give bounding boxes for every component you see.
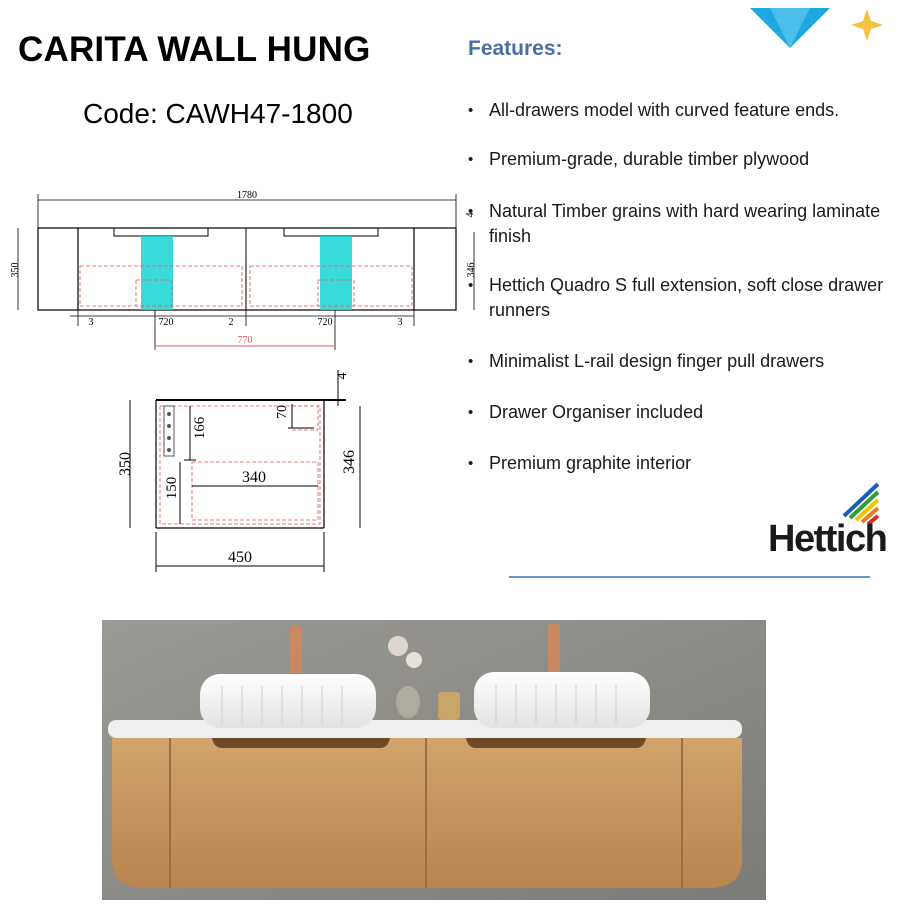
triangle-logo-icon bbox=[750, 6, 830, 50]
feature-item: • All-drawers model with curved feature ends. bbox=[468, 98, 888, 123]
side-dim-height-right: 346 bbox=[341, 450, 358, 474]
side-section-drawing bbox=[100, 366, 370, 576]
plumbing-right bbox=[320, 236, 352, 310]
feature-item: • Premium-grade, durable timber plywood bbox=[468, 147, 888, 172]
feature-item: • Premium graphite interior bbox=[468, 451, 888, 476]
side-dim-lower-drawer: 150 bbox=[164, 476, 180, 500]
divider bbox=[509, 576, 870, 578]
front-elevation-drawing bbox=[0, 180, 480, 352]
features-list bbox=[468, 98, 888, 476]
dim-bottom-4: 3 bbox=[397, 317, 403, 328]
dim-bottom-3: 720 bbox=[317, 317, 333, 328]
product-photo bbox=[102, 620, 766, 900]
feature-item: • Minimalist L-rail design finger pull drawers bbox=[468, 349, 888, 374]
dim-height-left: 350 bbox=[10, 262, 21, 278]
feature-item: • Drawer Organiser included bbox=[468, 400, 888, 425]
page-title: CARITA WALL HUNG bbox=[18, 30, 371, 69]
dim-center-spacing: 770 bbox=[237, 335, 253, 346]
side-dim-upper-drawer: 166 bbox=[192, 416, 208, 440]
dim-bottom-0: 3 bbox=[88, 317, 94, 328]
dim-bottom-1: 720 bbox=[158, 317, 174, 328]
dim-top-thickness: 4 bbox=[465, 212, 476, 218]
dim-overall-width: 1780 bbox=[237, 190, 257, 201]
dim-bottom-2: 2 bbox=[228, 317, 234, 328]
dim-height-right: 346 bbox=[466, 262, 477, 278]
side-dim-height-left: 350 bbox=[117, 452, 134, 476]
feature-item: • Hettich Quadro S full extension, soft close drawer runners bbox=[468, 273, 888, 323]
plumbing-left bbox=[141, 236, 173, 310]
hettich-brand-name: Hettich bbox=[768, 518, 887, 560]
side-dim-top: 4 bbox=[335, 372, 350, 380]
side-dim-lip: 70 bbox=[275, 405, 290, 419]
side-dim-depth: 450 bbox=[228, 549, 252, 566]
features-heading: Features: bbox=[468, 37, 563, 60]
feature-item: • Natural Timber grains with hard wearing laminate finish bbox=[468, 199, 888, 249]
side-dim-inner-width: 340 bbox=[242, 469, 266, 486]
sparkle-icon bbox=[850, 8, 884, 42]
product-code: Code: CAWH47-1800 bbox=[83, 98, 353, 129]
